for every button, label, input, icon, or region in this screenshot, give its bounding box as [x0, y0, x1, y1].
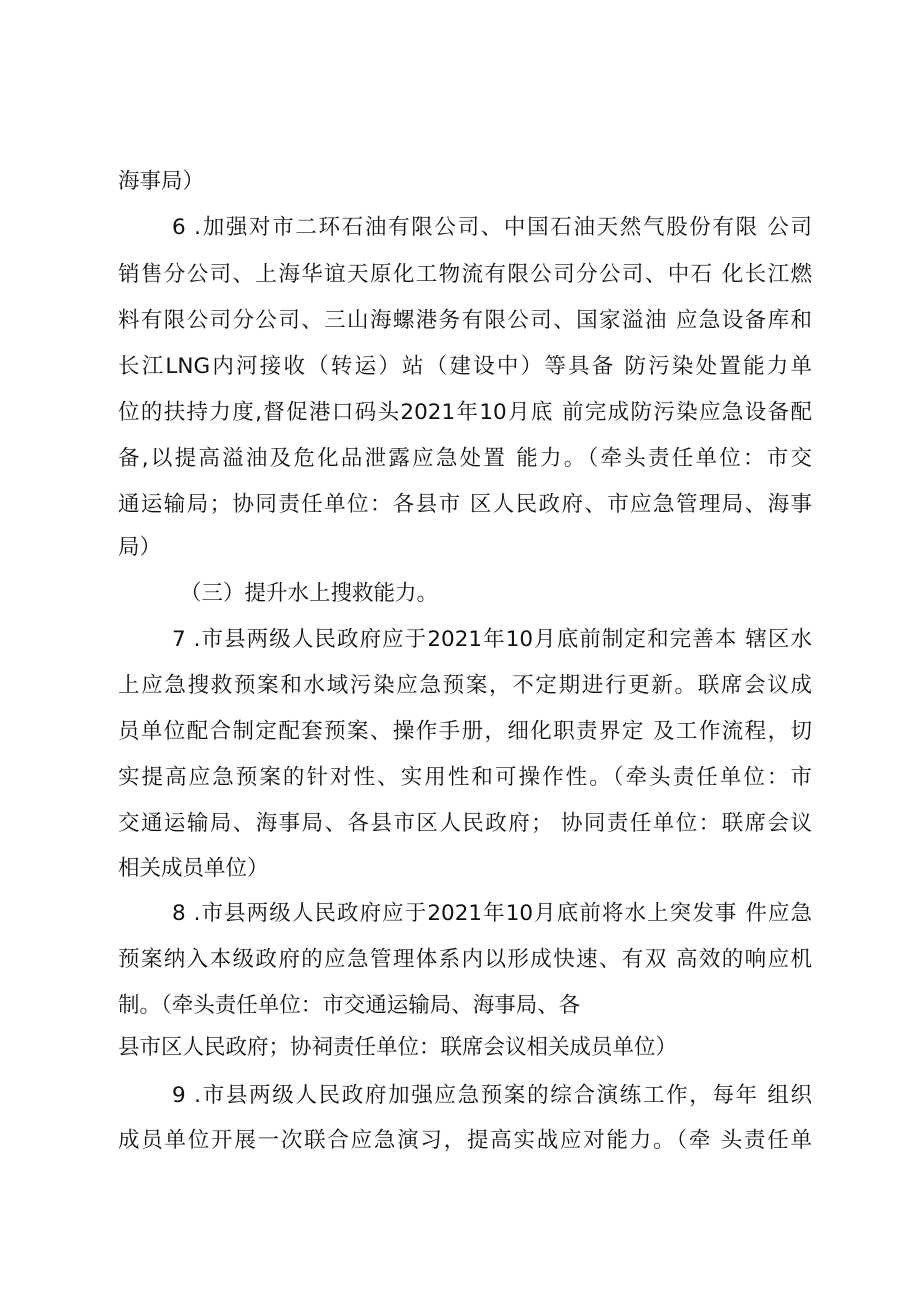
- text-line: 7 .市县两级人民政府应于2021年10月底前制定和完善本 辖区水: [172, 627, 812, 652]
- text-line: 通运输局；协同责任单位：各县市 区人民政府、市应急管理局、海事: [118, 492, 812, 517]
- text-line: 成员单位开展一次联合应急演习，提高实战应对能力。（牵 头责任单: [118, 1128, 812, 1153]
- text-line: 实提高应急预案的针对性、实用性和可操作性。（牵头责任单位：市: [118, 765, 812, 790]
- text-line: 位的扶持力度,督促港口码头2021年10月底 前完成防污染应急设备配: [118, 400, 812, 425]
- text-line: 县市区人民政府；协祠责任单位：联席会议相关成员单位）: [118, 1035, 678, 1060]
- text-line: 料有限公司分公司、三山海螺港务有限公司、国家溢油 应急设备库和: [118, 308, 812, 333]
- text-line: 备,以提高溢油及危化品泄露应急处置 能力。（牵头责任单位：市交: [118, 446, 812, 471]
- text-line: 8 .市县两级人民政府应于2021年10月底前将水上突发事 件应急: [172, 901, 812, 926]
- text-line: 上应急搜救预案和水域污染应急预案，不定期进行更新。联席会议成: [118, 673, 812, 698]
- text-line: 局）: [118, 535, 162, 560]
- text-line: 员单位配合制定配套预案、操作手册，细化职责界定 及工作流程，切: [118, 719, 812, 744]
- text-line: 6 .加强对市二环石油有限公司、中国石油天然气股份有限 公司: [172, 215, 812, 240]
- text-line: 预案纳入本级政府的应急管理体系内以形成快速、有双 高效的响应机: [118, 947, 812, 972]
- text-line: 长江LNG内河接收（转运）站（建设中）等具备 防污染处置能力单: [118, 354, 812, 379]
- text-line: 制。（牵头责任单位：市交通运输局、海事局、各: [118, 993, 581, 1018]
- text-line: 海事局）: [118, 169, 205, 194]
- text-line: 销售分公司、上海华谊天原化工物流有限公司分公司、中石 化长江燃: [118, 262, 812, 287]
- text-line: 9 .市县两级人民政府加强应急预案的综合演练工作，每年 组织: [172, 1083, 812, 1108]
- section-heading: （三）提升水上搜救能力。: [180, 581, 439, 606]
- text-line: 相关成员单位）: [118, 856, 269, 881]
- text-line: 交通运输局、海事局、各县市区人民政府； 协同责任单位：联席会议: [118, 811, 812, 836]
